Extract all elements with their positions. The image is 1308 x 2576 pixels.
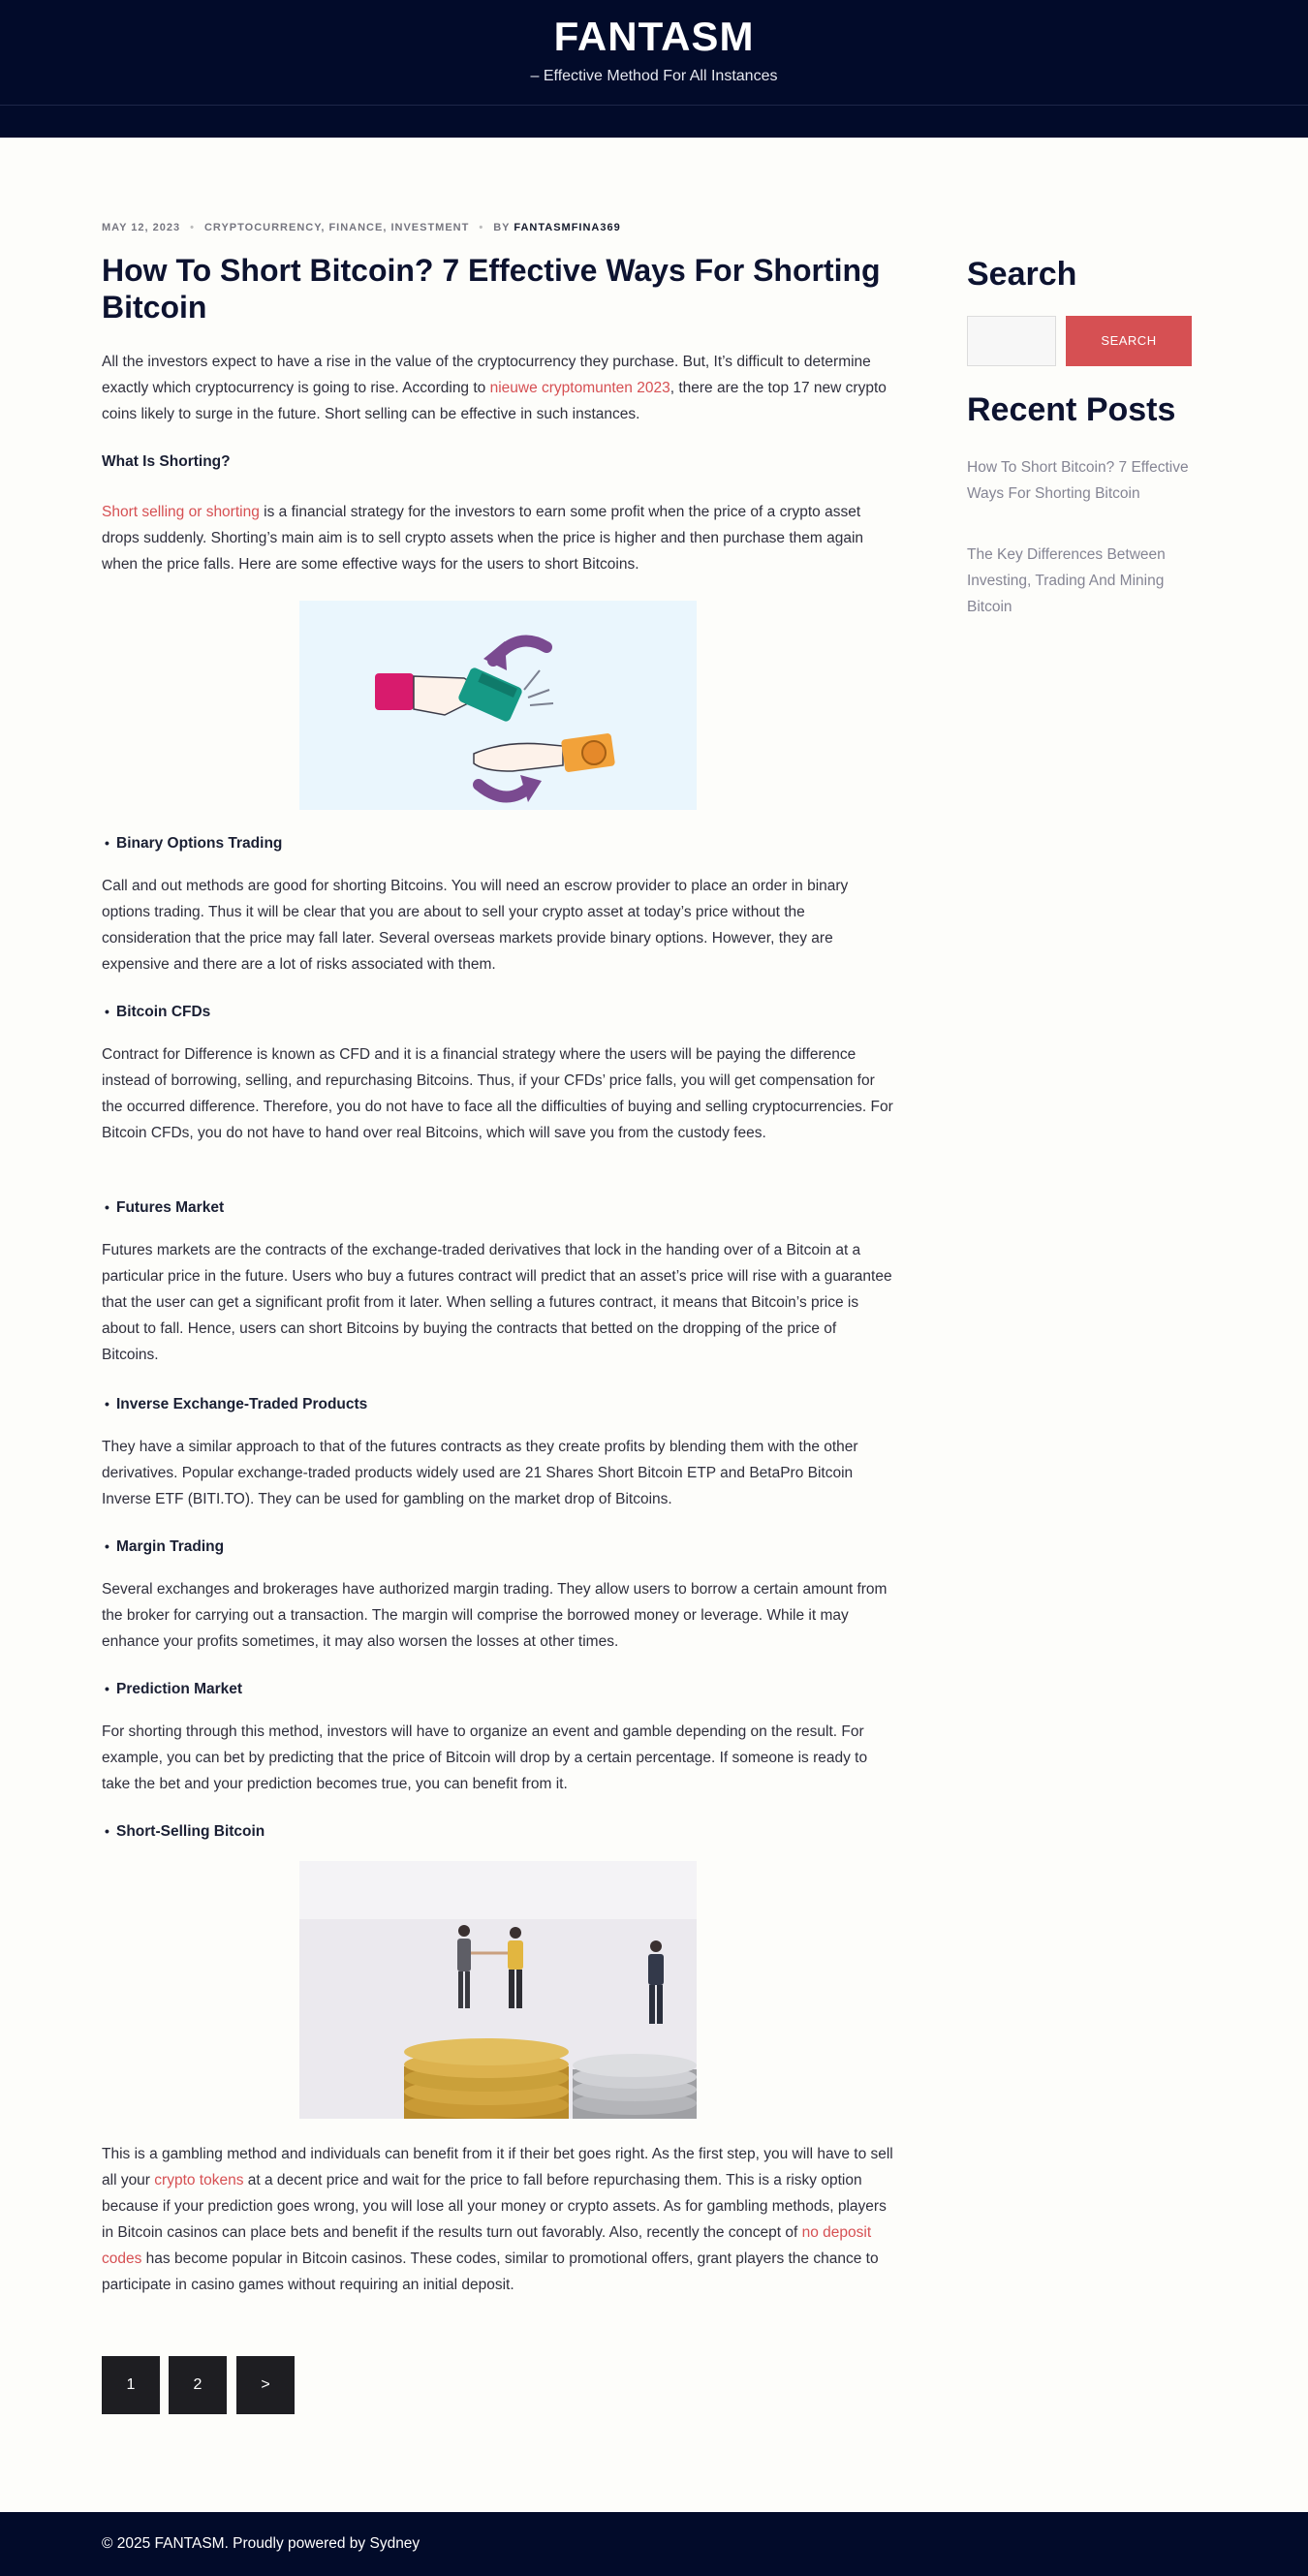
what-is-shorting-paragraph	[102, 499, 896, 577]
intro-link[interactable]: nieuwe cryptomunten 2023	[489, 380, 670, 396]
section-text-margin-trading: Several exchanges and brokerages have authorized margin trading. They allow users to borrow a certain amount from the broker for carrying out a transaction. The margin will comprise the borrowed money or leverage. While it may enhance your profits sometimes, it may also worsen the losses at other times.	[102, 1581, 888, 1650]
site-footer	[0, 2512, 1308, 2576]
footer-credits: © 2025 FANTASM. Proudly powered by Sydney	[102, 2535, 420, 2552]
coins-figurines-image	[299, 1861, 697, 2119]
recent-post-link[interactable]: The Key Differences Between Investing, Trading And Mining Bitcoin	[967, 546, 1166, 615]
site-title[interactable]: FANTASM	[553, 14, 755, 59]
post-title: How To Short Bitcoin? 7 Effective Ways For Shorting Bitcoin	[102, 253, 881, 325]
section-heading-prediction-market: • Prediction Market	[116, 1681, 242, 1698]
final-text-2: at a decent price and wait for the price to fall before repurchasing them. This is a risky option because if your prediction goes wrong, you will lose all your money or crypto assets. As for gambling methods, players in Bitcoin casinos can place bets and benefit if the results turn out favorably. Also, recently the concept of	[102, 2172, 887, 2241]
exchange-illustration	[299, 601, 697, 810]
coins-figurines-photo	[299, 1861, 697, 2119]
post-date[interactable]: MAY 12, 2023	[102, 222, 181, 233]
what-is-shorting-text: is a financial strategy for the investors to earn some profit when the price of a crypto asset drops suddenly. Shorting’s main aim is to sell crypto assets when the price is higher and then purchase them again when the price falls. Here are some effective ways for the users to short Bitcoins.	[102, 504, 864, 573]
final-text-1: This is a gambling method and individuals can benefit from it if their bet goes right. As the first step, you will have to sell all your	[102, 2146, 893, 2188]
section-text-bitcoin-cfds: Contract for Difference is known as CFD and it is a financial strategy where the users will be paying the difference instead of borrowing, selling, and repurchasing Bitcoins. Thus, if your CFDs’ price falls, you will get compensation for the occurred difference. Therefore, you do not have to face all the difficulties of buying and selling cryptocurrencies. For Bitcoin CFDs, you do not have to hand over real Bitcoins, which will save you from the custody fees.	[102, 1046, 893, 1141]
meta-separator: •	[479, 222, 484, 233]
search-button[interactable]: SEARCH	[1066, 316, 1192, 366]
recent-post-link[interactable]: How To Short Bitcoin? 7 Effective Ways For Shorting Bitcoin	[967, 459, 1189, 502]
crypto-tokens-link[interactable]: crypto tokens	[154, 2172, 244, 2188]
exchange-hands-image	[299, 601, 697, 810]
search-input[interactable]	[967, 316, 1056, 366]
site-description: – Effective Method For All Instances	[530, 68, 778, 84]
navigation-bar	[0, 105, 1308, 138]
post-by-label: BY	[493, 222, 511, 233]
short-selling-link[interactable]: Short selling or shorting	[102, 504, 260, 520]
section-text-futures-market: Futures markets are the contracts of the exchange-traded derivatives that lock in the handing over of a Bitcoin at a particular price in the future. Users who buy a futures contract will predict that an asset’s price will rise with a guarantee that the user can get a significant profit from it later. When selling a futures contract, it means that Bitcoin’s price is about to fall. Hence, users can short Bitcoins by buying the contracts that betted on the dropping of the price of Bitcoins.	[102, 1242, 892, 1363]
section-text-prediction-market: For shorting through this method, investors will have to organize an event and gamble depending on the result. For example, you can bet by predicting that the price of Bitcoin will drop by a certain percentage. If someone is ready to take the bet and your prediction becomes true, you can benefit from it.	[102, 1723, 868, 1792]
section-text-binary-options: Call and out methods are good for shorting Bitcoins. You will need an escrow provider to place an order in binary options trading. Thus it will be clear that you are about to sell your crypto asset at today’s price without the consideration that the price may fall later. Several overseas markets provide binary options. However, they are expensive and there are a lot of risks associated with them.	[102, 878, 849, 973]
site-header	[0, 0, 1308, 105]
intro-paragraph	[102, 349, 896, 427]
final-paragraph	[102, 2141, 896, 2298]
intro-text-2: , there are the top 17 new crypto coins likely to surge in the future. Short selling can be effective in such instances.	[102, 380, 887, 422]
section-heading-short-selling: • Short-Selling Bitcoin	[116, 1823, 265, 1841]
recent-posts-title: Recent Posts	[967, 391, 1176, 428]
section-heading-binary-options: • Binary Options Trading	[116, 835, 282, 853]
section-heading-futures-market: • Futures Market	[116, 1199, 224, 1217]
post-categories[interactable]: CRYPTOCURRENCY, FINANCE, INVESTMENT	[203, 222, 470, 233]
intro-text-1: All the investors expect to have a rise in the value of the cryptocurrency they purchase. But, It’s difficult to determine exactly which cryptocurrency is going to rise. According to	[102, 354, 871, 396]
what-is-shorting-heading: What Is Shorting?	[102, 453, 231, 470]
final-text-3: has become popular in Bitcoin casinos. These codes, similar to promotional offers, grant players the chance to participate in casino games without requiring an initial deposit.	[102, 2250, 879, 2293]
post-author[interactable]: FANTASMFINA369	[514, 222, 621, 233]
no-deposit-codes-link[interactable]: no deposit codes	[102, 2224, 872, 2267]
pagination-page-2[interactable]: 2	[169, 2356, 227, 2414]
section-heading-margin-trading: • Margin Trading	[116, 1538, 224, 1556]
post-meta	[102, 222, 621, 233]
section-text-inverse-etp: They have a similar approach to that of the futures contracts as they create profits by blending them with the other derivatives. Popular exchange-traded products widely used are 21 Shares Short Bitcoin ETP and BetaPro Bitcoin Inverse ETF (BITI.TO). They can be used for gambling on the market drop of Bitcoins.	[102, 1439, 858, 1507]
pagination-next[interactable]: >	[236, 2356, 295, 2414]
meta-separator: •	[190, 222, 195, 233]
pagination-page-1[interactable]: 1	[102, 2356, 160, 2414]
section-heading-inverse-etp: • Inverse Exchange-Traded Products	[116, 1396, 367, 1413]
section-heading-bitcoin-cfds: • Bitcoin CFDs	[116, 1004, 210, 1021]
search-widget-title: Search	[967, 256, 1077, 293]
